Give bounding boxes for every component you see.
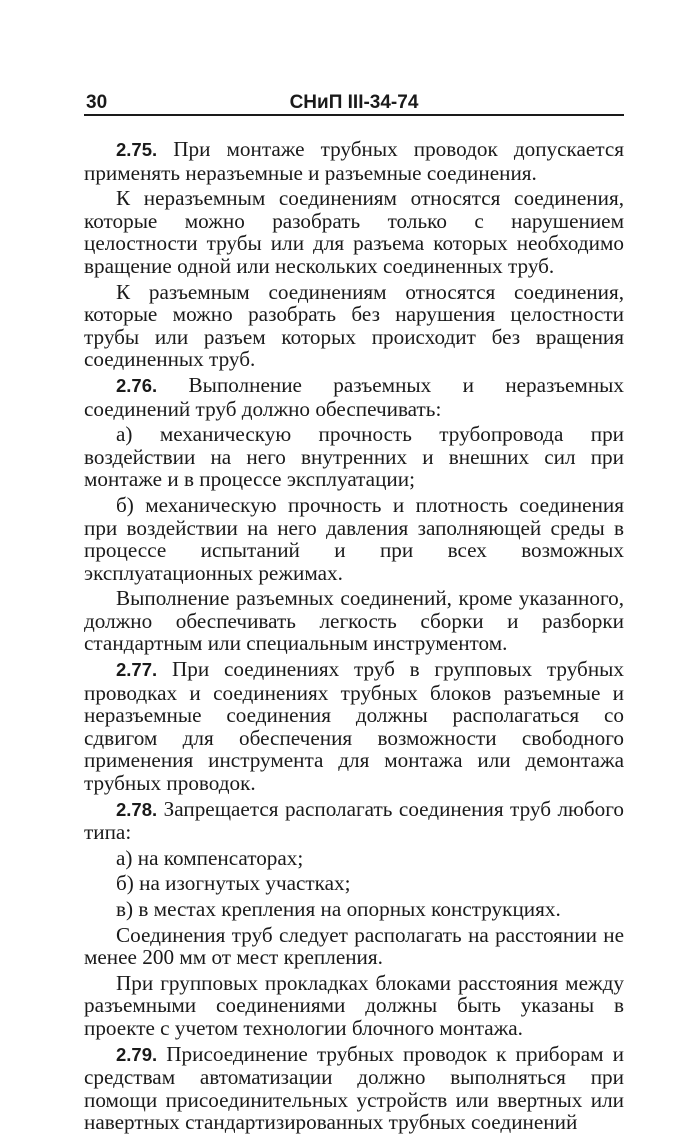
paragraph-text: При соединениях труб в групповых трубных проводках и соединениях трубных блоков разъемные и неразъемные соединения должны располагаться со сдвигом для обеспечения возможности свободного применения инструмента для монтажа или демонтажа трубных проводок. xyxy=(84,657,624,796)
clause-number: 2.77. xyxy=(116,659,158,681)
paragraph-text: При групповых прокладках блоками расстояния между разъемными соединениями должны быть указаны в проекте с учетом технологии блочного монтажа. xyxy=(84,970,624,1040)
clause-number: 2.75. xyxy=(116,139,158,160)
paragraph-text: а) на компенсаторах; xyxy=(116,845,304,870)
paragraph-text: Присоединение трубных проводок к приборам и средствам автоматизации должно выполняться при помощи присоединительных устройств или ввертных или навертных стандартизированных трубных соединений xyxy=(84,1041,624,1135)
paragraph xyxy=(84,587,624,655)
clause-number: 2.78. xyxy=(116,798,158,820)
paragraph-text: При монтаже трубных проводок допускается применять неразъемные и разъемные соединения. xyxy=(84,137,624,185)
header-rule xyxy=(84,114,624,116)
body-text xyxy=(84,138,624,1137)
paragraph xyxy=(84,972,624,1040)
list-item xyxy=(84,898,624,921)
paragraph xyxy=(84,187,624,277)
paragraph-text: б) на изогнутых участках; xyxy=(116,871,351,896)
paragraph-text: Выполнение разъемных соединений, кроме указанного, должно обеспечивать легкость сборки и разборки стандартным или специальным инструментом. xyxy=(84,586,624,656)
paragraph-text: б) механическую прочность и плотность соединения при воздействии на него давления заполняющей среды в процессе испытаний и при всех возможных эксплуатационных режимах. xyxy=(84,492,624,585)
list-item xyxy=(84,494,624,584)
paragraph-text: Запрещается располагать соединения труб любого типа: xyxy=(84,796,624,845)
page-number: 30 xyxy=(86,92,108,113)
list-item xyxy=(84,423,624,491)
paragraph-text: К неразъемным соединениям относятся соединения, которые можно разобрать только с нарушением целостности трубы или для разъема которых необходимо вращение одной или нескольких соединенных труб. xyxy=(84,186,624,278)
paragraph-text: Соединения труб следует располагать на расстоянии не менее 200 мм от мест крепления. xyxy=(84,922,624,970)
paragraph-text: а) механическую прочность трубопровода при воздействии на него внутренних и внешних сил при монтаже и в процессе эксплуатации; xyxy=(84,422,624,492)
document-code: СНиП III-34-74 xyxy=(289,92,419,113)
list-item xyxy=(84,872,624,895)
clause-number: 2.79. xyxy=(116,1043,158,1065)
paragraph xyxy=(84,924,624,969)
paragraph-text: в) в местах крепления на опорных конструкциях. xyxy=(116,897,561,921)
paragraph-2-79 xyxy=(84,1043,624,1134)
paragraph-text: К разъемным соединениям относятся соединения, которые можно разобрать без нарушения целостности трубы или разъем которых происходит без вращения соединенных труб. xyxy=(84,279,624,372)
paragraph-2-76 xyxy=(84,374,624,420)
paragraph xyxy=(84,281,624,371)
paragraph-2-75 xyxy=(84,138,624,184)
paragraph-2-78 xyxy=(84,798,624,844)
paragraph-2-77 xyxy=(84,658,624,795)
list-item xyxy=(84,847,624,870)
clause-number: 2.76. xyxy=(116,374,158,396)
paragraph-text: Выполнение разъемных и неразъемных соединений труб должно обеспечивать: xyxy=(84,372,624,421)
